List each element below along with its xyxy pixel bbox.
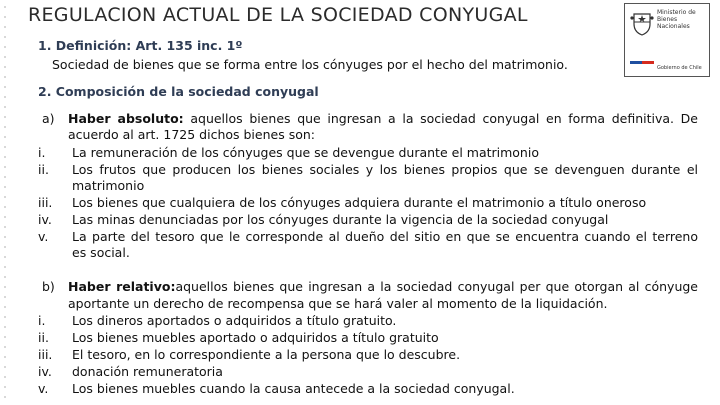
list-b-item: Los dineros aportados o adquiridos a título gratuito. bbox=[72, 313, 397, 328]
border-dot bbox=[4, 236, 6, 238]
border-dot bbox=[4, 86, 6, 88]
flag-stripe bbox=[630, 61, 654, 64]
border-dot bbox=[4, 56, 6, 58]
border-dot bbox=[4, 226, 6, 228]
list-b-num: iv. bbox=[38, 364, 52, 379]
list-b-item: Los bienes muebles aportado o adquiridos a título gratuito bbox=[72, 330, 439, 345]
section1-heading: 1. Definición: Art. 135 inc. 1º bbox=[38, 38, 243, 53]
border-dot bbox=[4, 116, 6, 118]
list-b-item: donación remuneratoria bbox=[72, 364, 223, 379]
border-dot bbox=[4, 16, 6, 18]
border-dot bbox=[4, 216, 6, 218]
border-dot bbox=[4, 166, 6, 168]
border-dot bbox=[4, 386, 6, 388]
border-dot bbox=[4, 136, 6, 138]
border-dot bbox=[4, 396, 6, 398]
coat-of-arms-icon bbox=[630, 10, 654, 36]
list-a-num: iii. bbox=[38, 195, 53, 210]
list-b-num: ii. bbox=[38, 330, 49, 345]
list-b-item: Los bienes muebles cuando la causa antecede a la sociedad conyugal. bbox=[72, 381, 515, 396]
list-a-item: Los bienes que cualquiera de los cónyuges adquiera durante el matrimonio a título oneroso bbox=[72, 195, 647, 210]
border-dot bbox=[4, 206, 6, 208]
item-b-intro-line2: aportante un derecho de recompensa que se hará valer al momento de la liquidación. bbox=[68, 296, 608, 311]
border-dot bbox=[4, 326, 6, 328]
item-b-label: Haber relativo: bbox=[68, 279, 176, 294]
border-dot bbox=[4, 146, 6, 148]
list-b-num: v. bbox=[38, 381, 49, 396]
slide-title: REGULACION ACTUAL DE LA SOCIEDAD CONYUGAL bbox=[28, 4, 528, 26]
border-dot bbox=[4, 186, 6, 188]
list-a-item: La parte del tesoro que le corresponde al dueño del sitio en que se encuentra cuando el terreno bbox=[72, 229, 698, 244]
border-dot bbox=[4, 296, 6, 298]
border-dot bbox=[4, 246, 6, 248]
border-dot bbox=[4, 46, 6, 48]
border-dot bbox=[4, 26, 6, 28]
list-a-item-cont: matrimonio bbox=[72, 178, 145, 193]
border-dot bbox=[4, 336, 6, 338]
border-dot bbox=[4, 256, 6, 258]
border-dot bbox=[4, 36, 6, 38]
list-a-num: iv. bbox=[38, 212, 52, 227]
border-dot bbox=[4, 376, 6, 378]
border-dot bbox=[4, 96, 6, 98]
list-a-num: i. bbox=[38, 145, 46, 160]
logo-government-label: Gobierno de Chile bbox=[657, 65, 702, 71]
list-b-num: iii. bbox=[38, 347, 53, 362]
border-dot bbox=[4, 286, 6, 288]
border-dot bbox=[4, 176, 6, 178]
border-dot bbox=[4, 276, 6, 278]
border-dot bbox=[4, 356, 6, 358]
ministry-logo bbox=[624, 3, 710, 77]
border-dot bbox=[4, 316, 6, 318]
border-dot bbox=[4, 346, 6, 348]
border-dot bbox=[4, 126, 6, 128]
border-dot bbox=[4, 196, 6, 198]
item-b-intro-line1: Haber relativo:aquellos bienes que ingresan a la sociedad conyugal per que otorgan al cónyuge bbox=[68, 279, 698, 294]
list-a-item-cont: es social. bbox=[72, 245, 130, 260]
border-dot bbox=[4, 266, 6, 268]
border-dot bbox=[4, 306, 6, 308]
list-b-item: El tesoro, en lo correspondiente a la persona que lo descubre. bbox=[72, 347, 461, 362]
section1-text: Sociedad de bienes que se forma entre los cónyuges por el hecho del matrimonio. bbox=[52, 57, 568, 72]
border-dot bbox=[4, 156, 6, 158]
item-a-intro-line1: Haber absoluto: aquellos bienes que ingresan a la sociedad conyugal en forma definitiva. De bbox=[68, 111, 699, 126]
list-a-item: Las minas denunciadas por los cónyuges durante la vigencia de la sociedad conyugal bbox=[72, 212, 609, 227]
border-dot bbox=[4, 76, 6, 78]
list-a-item: La remuneración de los cónyuges que se devengue durante el matrimonio bbox=[72, 145, 539, 160]
list-b-num: i. bbox=[38, 313, 46, 328]
border-dot bbox=[4, 106, 6, 108]
item-a-label: Haber absoluto: bbox=[68, 111, 184, 126]
list-a-num: v. bbox=[38, 229, 49, 244]
left-dotted-border bbox=[0, 0, 12, 405]
border-dot bbox=[4, 66, 6, 68]
list-a-num: ii. bbox=[38, 162, 49, 177]
border-dot bbox=[4, 6, 6, 8]
border-dot bbox=[4, 366, 6, 368]
item-a-intro-line2: acuerdo al art. 1725 dichos bienes son: bbox=[68, 127, 315, 142]
item-b-marker: b) bbox=[42, 279, 55, 294]
section2-heading: 2. Composición de la sociedad conyugal bbox=[38, 84, 319, 99]
item-a-marker: a) bbox=[42, 111, 55, 126]
list-a-item: Los frutos que producen los bienes sociales y los bienes propios que se devenguen durante el bbox=[72, 162, 698, 177]
logo-text: Ministerio de Bienes Nacionales bbox=[657, 9, 696, 30]
